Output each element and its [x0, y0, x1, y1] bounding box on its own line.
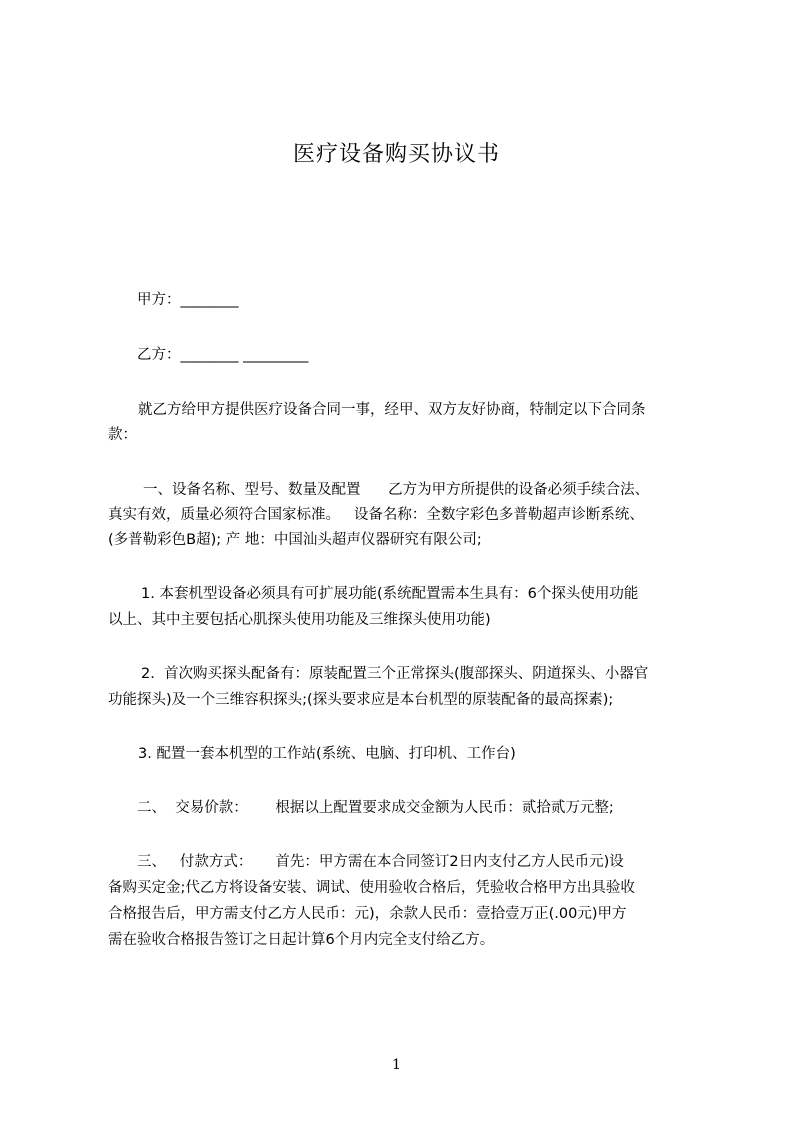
- section3-line-2: 备购买定金;代乙方将设备安装、调试、使用验收合格后，凭验收合格甲方出具验收: [108, 880, 635, 896]
- item3-line: 3. 配置一套本机型的工作站(系统、电脑、打印机、工作台): [138, 746, 516, 762]
- section1-line-1: 一、设备名称、型号、数量及配置 乙方为甲方所提供的设备必须手续合法、: [143, 482, 650, 498]
- item2-line-1: 2. 首次购买探头配备有：原装配置三个正常探头(腹部探头、阴道探头、小器官: [141, 666, 649, 682]
- intro-line-2: 款：: [108, 427, 137, 443]
- section1-line-2: 真实有效，质量必须符合国家标准。 设备名称：全数字彩色多普勒超声诊断系统、: [108, 507, 644, 523]
- party-a-line: 甲方：________: [137, 292, 239, 308]
- section3-line-1: 三、 付款方式： 首先：甲方需在本合同签订2日内支付乙方人民币元)设: [137, 854, 624, 870]
- section3-line-3: 合格报告后，甲方需支付乙方人民币：元)，余款人民币：壹拾壹万正(.00元)甲方: [108, 906, 627, 922]
- section1-line-3: (多普勒彩色B超); 产 地：中国汕头超声仪器研究有限公司;: [108, 532, 482, 548]
- document-title: 医疗设备购买协议书: [292, 142, 500, 167]
- item2-line-2: 功能探头)及一个三维容积探头;(探头要求应是本台机型的原装配备的最高探素);: [108, 692, 614, 708]
- item1-line-1: 1. 本套机型设备必须具有可扩展功能(系统配置需本生具有：6个探头使用功能: [141, 586, 639, 602]
- page-number: 1: [392, 1057, 401, 1073]
- party-b-line: 乙方：________ _________: [137, 347, 309, 363]
- section2-line: 二、 交易价款： 根据以上配置要求成交金额为人民币：贰拾贰万元整;: [137, 800, 614, 816]
- item1-line-2: 以上、其中主要包括心肌探头使用功能及三维探头使用功能): [108, 612, 491, 628]
- section3-line-4: 需在验收合格报告签订之日起计算6个月内完全支付给乙方。: [108, 932, 495, 948]
- intro-line-1: 就乙方给甲方提供医疗设备合同一事，经甲、双方友好协商，特制定以下合同条: [138, 402, 646, 418]
